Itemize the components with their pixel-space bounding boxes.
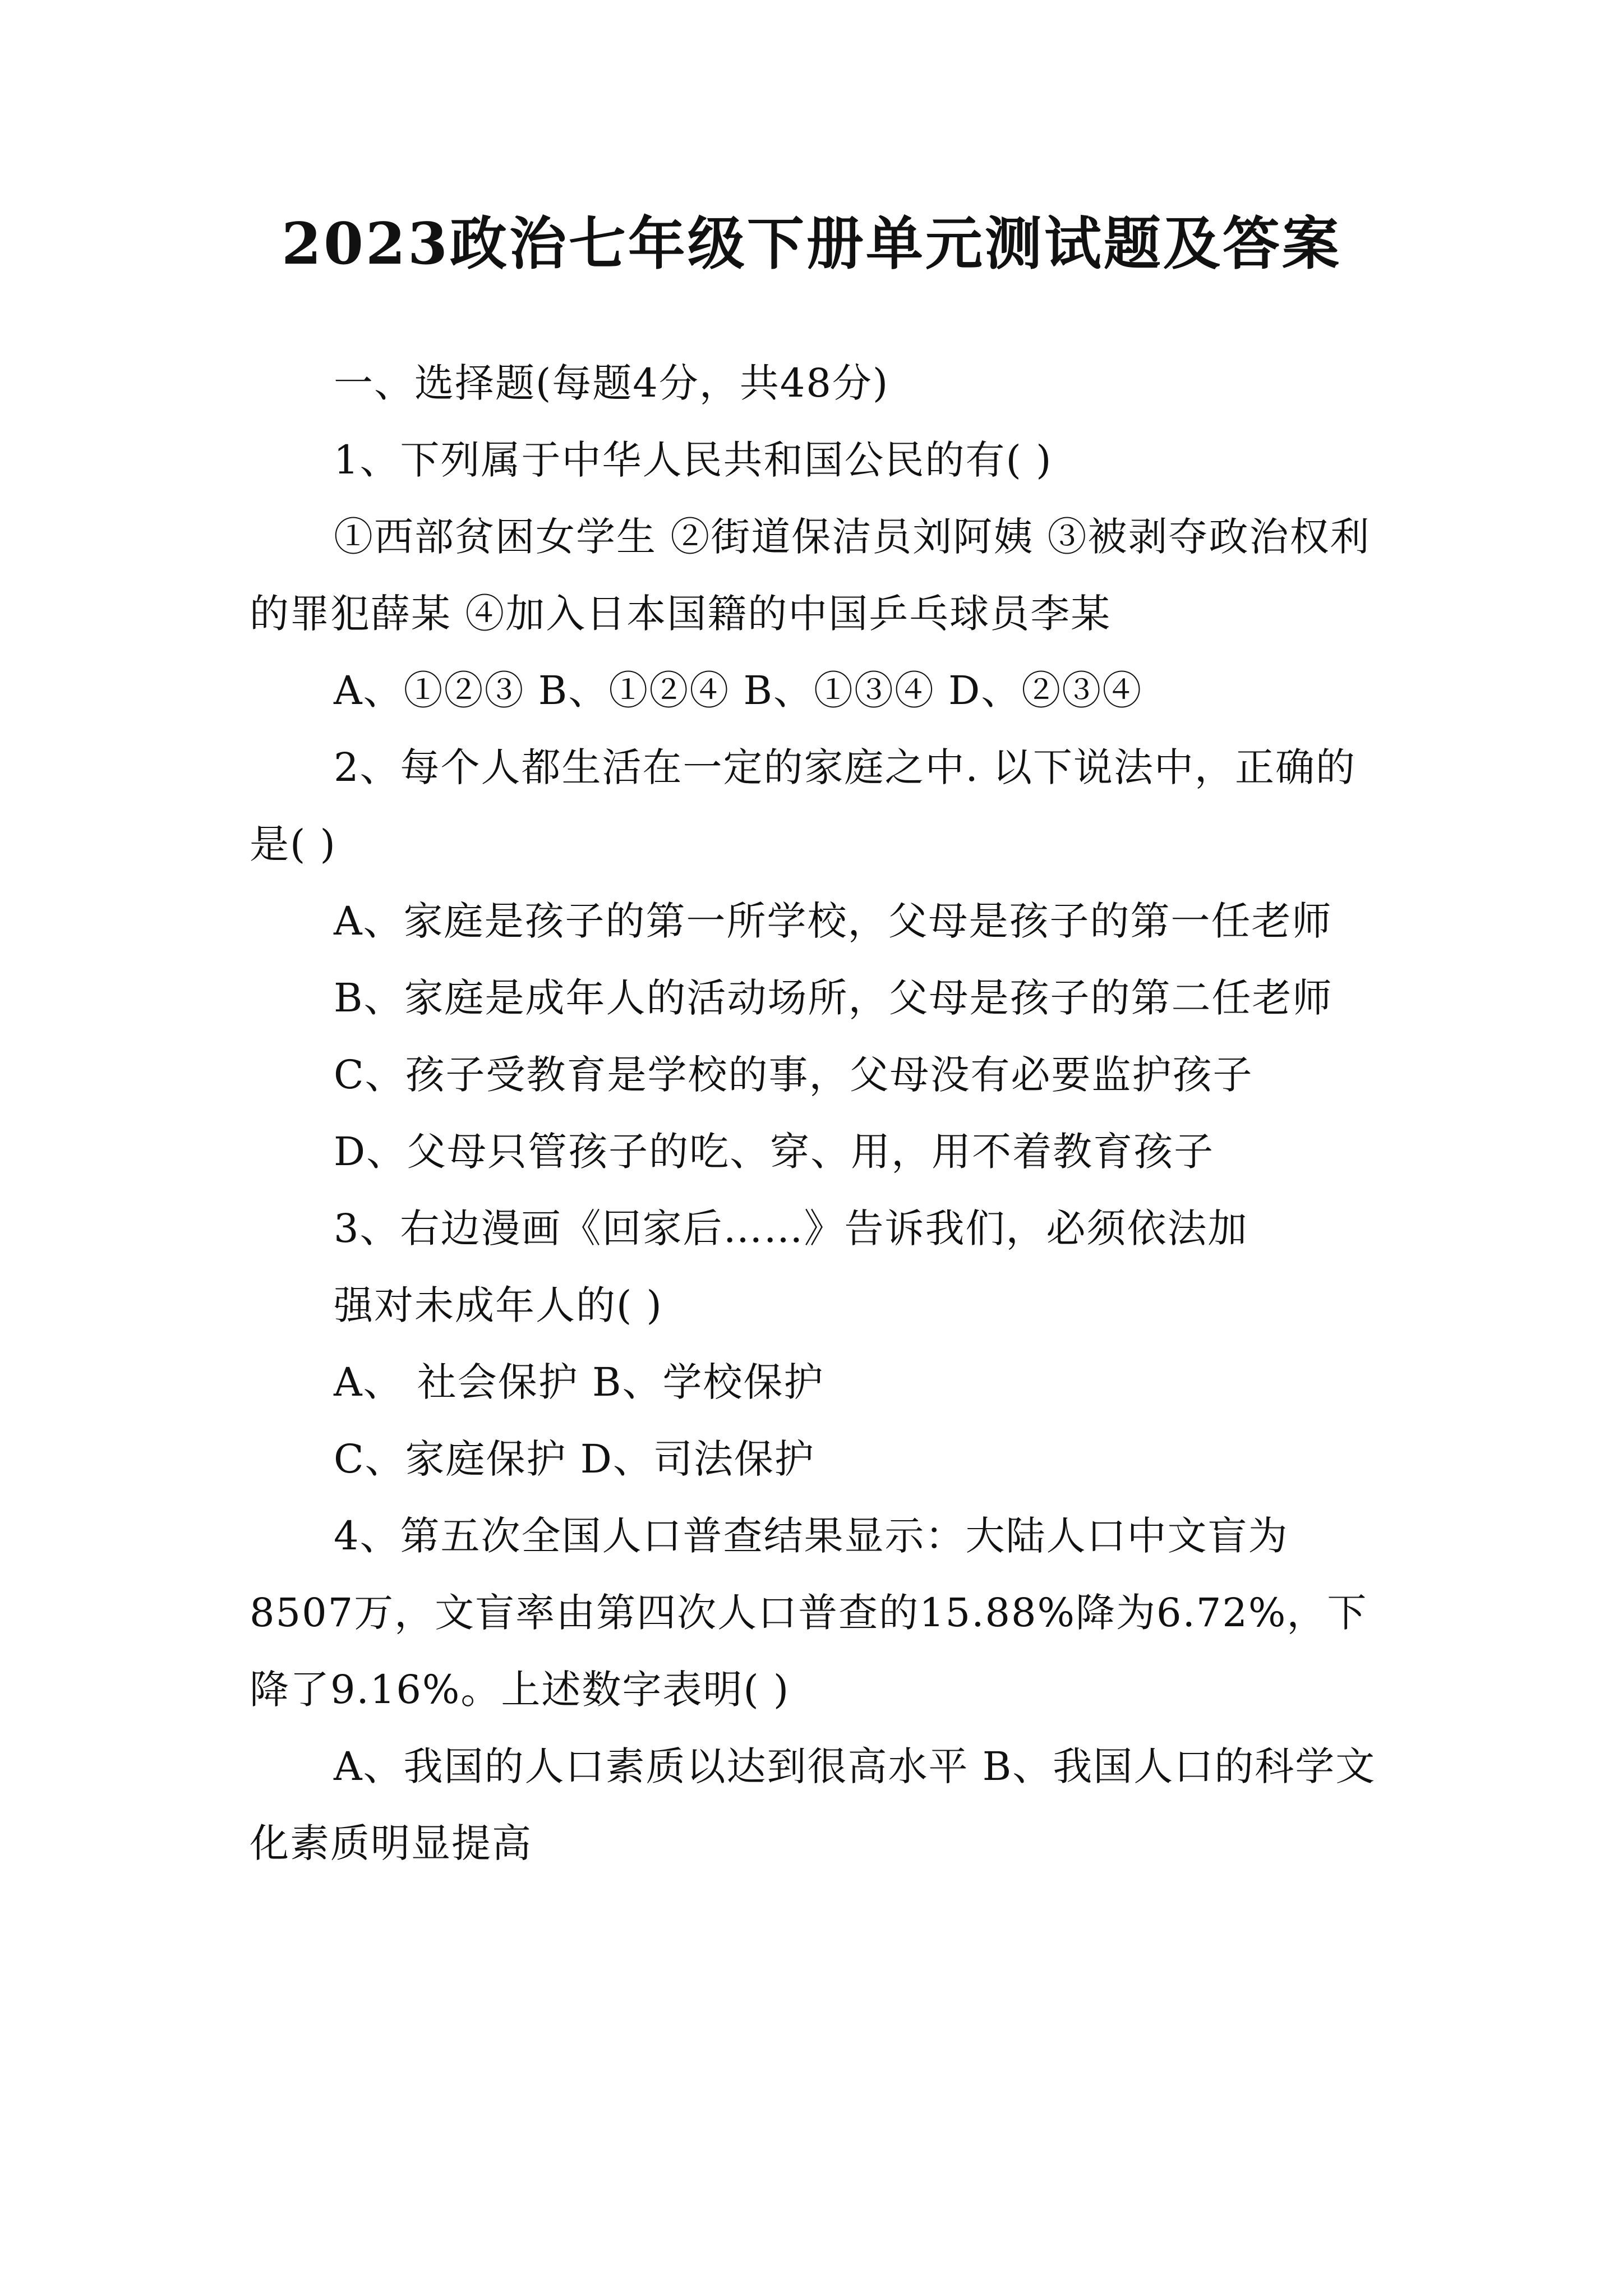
question-2-stem: 2、每个人都生活在一定的家庭之中. 以下说法中，正确的是( ) [250, 744, 1357, 867]
question-2-option-d: D、父母只管孩子的吃、穿、用，用不着教育孩子 [334, 1129, 1215, 1175]
question-3-options-ab: A、 社会保护 B、学校保护 [334, 1359, 824, 1405]
question-1-options: A、①②③ B、①②④ B、①③④ D、②③④ [334, 668, 1143, 714]
question-4-stem: 4、第五次全国人口普查结果显示：大陆人口中文盲为8507万，文盲率由第四次人口普查的15.88%降为6.72%，下降了9.16%。上述数字表明( ) [250, 1513, 1368, 1713]
document-body [250, 345, 1385, 1882]
question-1-detail: ①西部贫困女学生 ②街道保洁员刘阿姨 ③被剥夺政治权利的罪犯薛某 ④加入日本国籍的中国乒乓球员李某 [250, 514, 1371, 637]
section-heading: 一、选择题(每题4分，共48分) [334, 360, 889, 406]
question-3-stem: 3、右边漫画《回家后……》告诉我们，必须依法加 [334, 1205, 1248, 1251]
question-2-option-b: B、家庭是成年人的活动场所，父母是孩子的第二任老师 [334, 975, 1333, 1021]
question-2-option-c: C、孩子受教育是学校的事，父母没有必要监护孩子 [334, 1052, 1253, 1098]
question-2-option-a: A、家庭是孩子的第一所学校，父母是孩子的第一任老师 [334, 898, 1332, 944]
document-title: 2023政治七年级下册单元测试题及答案 [282, 210, 1341, 278]
question-1-stem: 1、下列属于中华人民共和国公民的有( ) [334, 437, 1053, 483]
question-3-stem-continued: 强对未成年人的( ) [334, 1282, 663, 1328]
question-4-options-ab: A、我国的人口素质以达到很高水平 B、我国人口的科学文化素质明显提高 [250, 1743, 1376, 1866]
question-3-options-cd: C、家庭保护 D、司法保护 [334, 1436, 815, 1482]
